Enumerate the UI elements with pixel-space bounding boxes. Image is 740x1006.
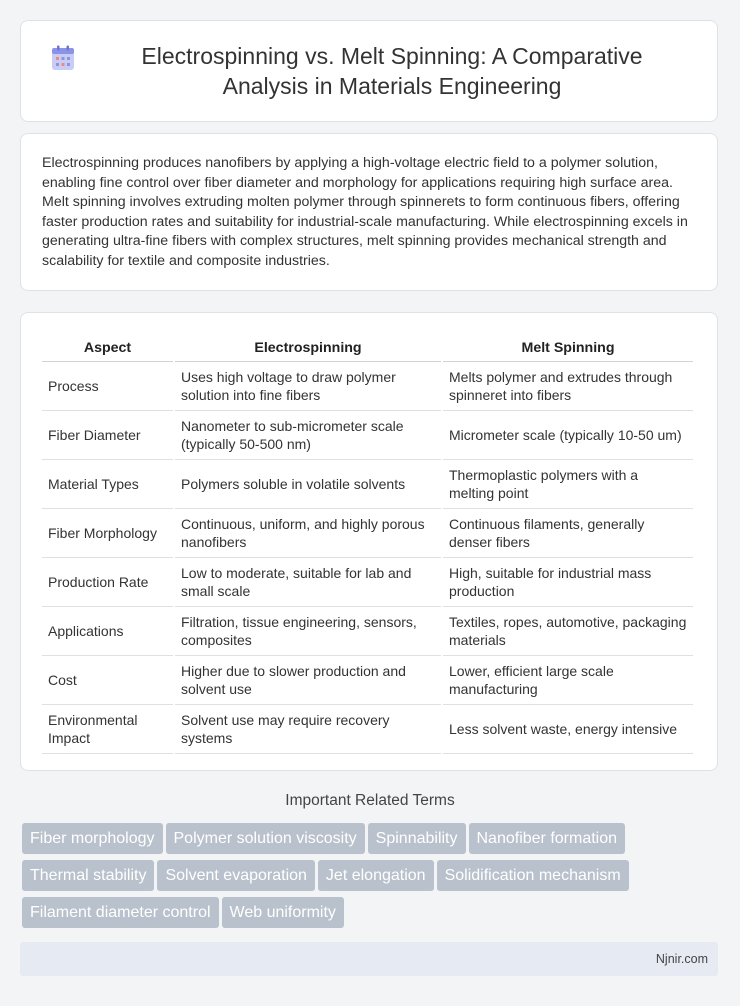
calendar-icon	[51, 45, 75, 71]
comparison-table	[40, 331, 695, 754]
melt-spinning-cell: Less solvent waste, energy intensive	[443, 705, 693, 754]
title-card	[20, 20, 718, 122]
melt-spinning-cell: Thermoplastic polymers with a melting point	[443, 460, 693, 509]
melt-spinning-cell: High, suitable for industrial mass production	[443, 558, 693, 607]
table-row	[42, 411, 693, 460]
melt-spinning-cell: Continuous filaments, generally denser fibers	[443, 509, 693, 558]
term-tag[interactable]: Solvent evaporation	[157, 860, 314, 891]
table-row	[42, 705, 693, 754]
melt-spinning-cell: Micrometer scale (typically 10-50 um)	[443, 411, 693, 460]
table-row	[42, 607, 693, 656]
aspect-cell: Fiber Diameter	[42, 411, 173, 460]
aspect-cell: Cost	[42, 656, 173, 705]
electrospinning-cell: Filtration, tissue engineering, sensors, composites	[175, 607, 441, 656]
term-tag[interactable]: Filament diameter control	[22, 897, 219, 928]
electrospinning-cell: Polymers soluble in volatile solvents	[175, 460, 441, 509]
page-title: Electrospinning vs. Melt Spinning: A Comparative Analysis in Materials Engineering	[141, 43, 643, 99]
term-tag[interactable]: Nanofiber formation	[469, 823, 626, 854]
melt-spinning-cell: Textiles, ropes, automotive, packaging materials	[443, 607, 693, 656]
term-tag[interactable]: Spinnability	[368, 823, 466, 854]
table-row	[42, 362, 693, 411]
column-header-aspect: Aspect	[42, 331, 173, 362]
table-row	[42, 656, 693, 705]
related-terms-list	[22, 823, 722, 934]
table-row	[42, 509, 693, 558]
column-header-electrospinning: Electrospinning	[175, 331, 441, 362]
term-tag[interactable]: Solidification mechanism	[437, 860, 629, 891]
term-tag[interactable]: Web uniformity	[222, 897, 344, 928]
aspect-cell: Process	[42, 362, 173, 411]
melt-spinning-cell: Melts polymer and extrudes through spinneret into fibers	[443, 362, 693, 411]
term-tag[interactable]: Polymer solution viscosity	[166, 823, 365, 854]
footer	[20, 942, 718, 976]
term-tag[interactable]: Thermal stability	[22, 860, 154, 891]
aspect-cell: Fiber Morphology	[42, 509, 173, 558]
related-terms-heading: Important Related Terms	[285, 792, 455, 809]
table-row	[42, 460, 693, 509]
intro-card	[20, 133, 718, 291]
title-wrap	[21, 41, 717, 101]
column-header-melt-spinning: Melt Spinning	[443, 331, 693, 362]
table-header-row	[42, 331, 693, 362]
aspect-cell: Applications	[42, 607, 173, 656]
table-row	[42, 558, 693, 607]
electrospinning-cell: Higher due to slower production and solvent use	[175, 656, 441, 705]
electrospinning-cell: Solvent use may require recovery systems	[175, 705, 441, 754]
comparison-table-card	[20, 312, 718, 771]
aspect-cell: Production Rate	[42, 558, 173, 607]
melt-spinning-cell: Lower, efficient large scale manufacturing	[443, 656, 693, 705]
intro-paragraph: Electrospinning produces nanofibers by applying a high-voltage electric field to a polymer solution, enabling fine control over fiber diameter and morphology for applications requiring high surface area. Melt spinning involves extruding molten polymer through spinnerets to form continuous fibers, offering faster production rates and suitability for industrial-scale manufacturing. While electrospinning excels in generating ultra-fine fibers with complex structures, melt spinning provides mechanical strength and scalability for textile and composite industries.	[42, 155, 688, 269]
electrospinning-cell: Nanometer to sub-micrometer scale (typically 50-500 nm)	[175, 411, 441, 460]
term-tag[interactable]: Fiber morphology	[22, 823, 163, 854]
electrospinning-cell: Uses high voltage to draw polymer solution into fine fibers	[175, 362, 441, 411]
footer-site-link[interactable]: Njnir.com	[655, 952, 708, 966]
electrospinning-cell: Continuous, uniform, and highly porous nanofibers	[175, 509, 441, 558]
term-tag[interactable]: Jet elongation	[318, 860, 434, 891]
aspect-cell: Environmental Impact	[42, 705, 173, 754]
electrospinning-cell: Low to moderate, suitable for lab and small scale	[175, 558, 441, 607]
aspect-cell: Material Types	[42, 460, 173, 509]
